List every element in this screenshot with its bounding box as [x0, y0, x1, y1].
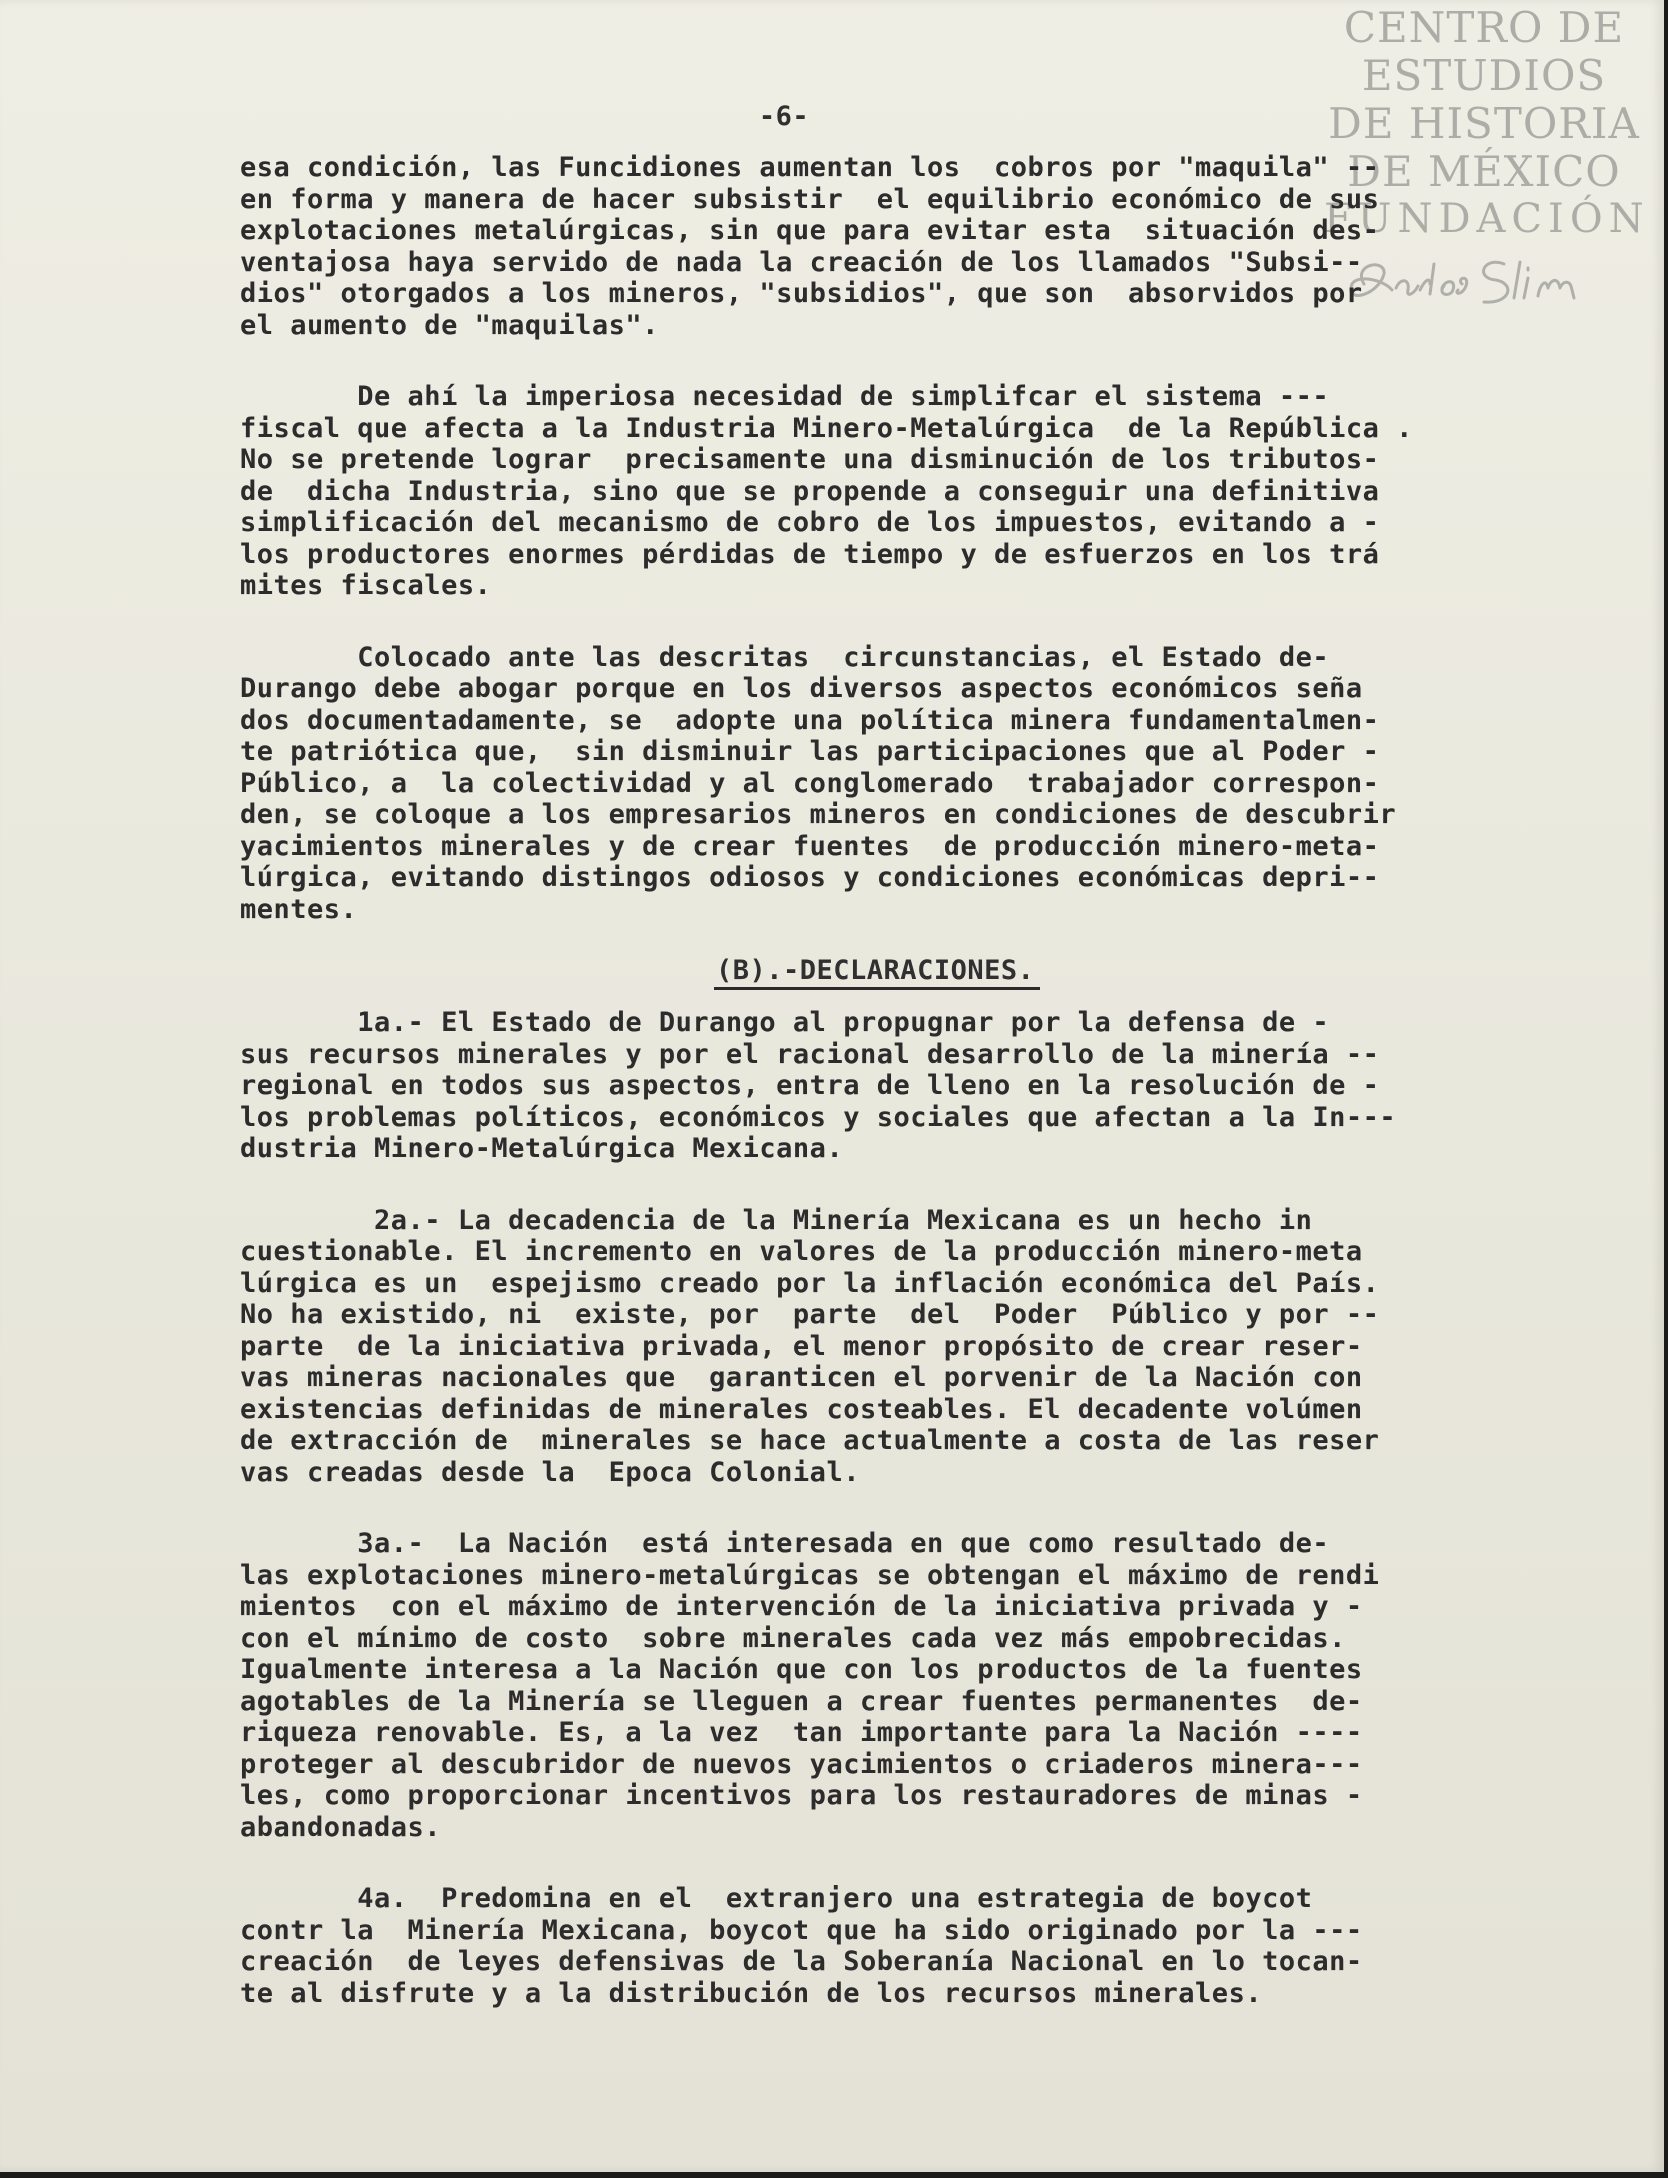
text-line: los productores enormes pérdidas de tiempo y de esfuerzos en los trá — [240, 538, 1380, 570]
paragraph-gap — [240, 341, 1600, 381]
text-line: mentes. — [240, 893, 358, 925]
text-line: proteger al descubridor de nuevos yacimientos o criaderos minera--- — [240, 1748, 1363, 1780]
text-line: con el mínimo de costo sobre minerales cada vez más empobrecidas. — [240, 1622, 1346, 1654]
text-line: regional en todos sus aspectos, entra de lleno en la resolución de - — [240, 1070, 1380, 1101]
text-line: les, como proporcionar incentivos para los restauradores de minas - — [240, 1780, 1363, 1811]
text-line: de dicha Industria, sino que se propende a conseguir una definitiva — [240, 475, 1380, 507]
text-line: Durango debe abogar porque en los diversos aspectos económicos seña — [240, 673, 1363, 704]
text-line: explotaciones metalúrgicas, sin que para evitar esta situación des- — [240, 215, 1380, 246]
declaration-1 — [240, 1007, 1600, 1165]
text-line: yacimientos minerales y de crear fuentes de producción minero-meta- — [240, 830, 1380, 862]
text-line: dos documentadamente, se adopte una política minera fundamentalmen- — [240, 704, 1380, 736]
text-line: abandonadas. — [240, 1811, 442, 1843]
declaration-2 — [240, 1205, 1600, 1489]
text-line: No ha existido, ni existe, por parte del Poder Público y por -- — [240, 1299, 1380, 1330]
text-line: simplificación del mecanismo de cobro de los impuestos, evitando a - — [240, 507, 1380, 538]
text-line: ventajosa haya servido de nada la creación de los llamados "Subsi-- — [240, 246, 1363, 278]
section-heading: (B).-DECLARACIONES. — [714, 955, 1040, 990]
watermark-line-3: DE HISTORIA — [1328, 99, 1640, 148]
text-line: mites fiscales. — [240, 570, 492, 601]
text-line: esa condición, las Funcidiones aumentan los cobros por "maquila" -- — [240, 152, 1380, 183]
declaration-4 — [240, 1883, 1600, 2009]
text-line: las explotaciones minero-metalúrgicas se obtengan el máximo de rendi — [240, 1559, 1380, 1591]
watermark-line-4: DE MÉXICO — [1347, 147, 1621, 196]
watermark-line-1: CENTRO DE — [1343, 3, 1625, 52]
text-line: creación de leyes defensivas de la Soberanía Nacional en lo tocan- — [240, 1946, 1363, 1977]
text-line: den, se coloque a los empresarios mineros en condiciones de descubrir — [240, 799, 1397, 830]
paragraph-gap — [240, 602, 1600, 642]
paragraph-1 — [240, 152, 1600, 341]
text-line: Igualmente interesa a la Nación que con los productos de la fuentes — [240, 1654, 1363, 1685]
text-line: de extracción de minerales se hace actualmente a costa de las reser — [240, 1425, 1380, 1456]
paragraph-gap — [240, 1165, 1600, 1205]
text-line: en forma y manera de hacer subsistir el equilibrio económico de sus — [240, 183, 1380, 215]
text-line: 4a. Predomina en el extranjero una estrategia de boycot — [240, 1883, 1313, 1914]
declaration-3 — [240, 1528, 1600, 1843]
page-number: -6- — [758, 101, 810, 132]
text-line: parte de la iniciativa privada, el menor propósito de crear reser- — [240, 1330, 1363, 1362]
text-line: agotables de la Minería se lleguen a crear fuentes permanentes de- — [240, 1685, 1363, 1717]
text-line: 3a.- La Nación está interesada en que como resultado de- — [240, 1528, 1330, 1559]
text-line: dios" otorgados a los mineros, "subsidios", que son absorvidos por — [240, 278, 1363, 309]
text-line: vas creadas desde la Epoca Colonial. — [240, 1456, 860, 1488]
section-heading-wrap — [240, 925, 1600, 1007]
text-line: te al disfrute y a la distribución de los recursos minerales. — [240, 1977, 1263, 2009]
text-line: vas mineras nacionales que garanticen el porvenir de la Nación con — [240, 1362, 1363, 1393]
text-line: cuestionable. El incremento en valores de la producción minero-meta — [240, 1236, 1363, 1267]
text-line: No se pretende lograr precisamente una disminución de los tributos- — [240, 444, 1380, 475]
text-line: De ahí la imperiosa necesidad de simplifcar el sistema --- — [240, 381, 1330, 412]
text-line: dustria Minero-Metalúrgica Mexicana. — [240, 1133, 844, 1164]
text-line: mientos con el máximo de intervención de la iniciativa privada y - — [240, 1591, 1363, 1622]
paragraph-2 — [240, 381, 1600, 602]
watermark-fundacion: FUNDACIÓN — [1324, 196, 1650, 242]
text-line: contr la Minería Mexicana, boycot que ha sido originado por la --- — [240, 1914, 1363, 1946]
text-line: el aumento de "maquilas". — [240, 309, 659, 341]
text-line: los problemas políticos, económicos y sociales que afectan a la In--- — [240, 1101, 1397, 1133]
text-line: sus recursos minerales y por el racional desarrollo de la minería -- — [240, 1038, 1380, 1070]
text-line: lúrgica es un espejismo creado por la inflación económica del País. — [240, 1267, 1380, 1299]
watermark-line-2: ESTUDIOS — [1361, 51, 1607, 100]
text-line: te patriótica que, sin disminuir las participaciones que al Poder - — [240, 736, 1380, 767]
typed-document — [240, 100, 1600, 2009]
text-line: 2a.- La decadencia de la Minería Mexicana es un hecho in — [240, 1204, 1313, 1236]
text-line: Colocado ante las descritas circunstancias, el Estado de- — [240, 641, 1330, 673]
text-line: Público, a la colectividad y al conglomerado trabajador correspon- — [240, 767, 1380, 799]
text-line: lúrgica, evitando distingos odiosos y condiciones económicas depri-- — [240, 862, 1380, 893]
paragraph-3 — [240, 642, 1600, 926]
text-line: riqueza renovable. Es, a la vez tan importante para la Nación ---- — [240, 1717, 1363, 1748]
text-line: existencias definidas de minerales costeables. El decadente volúmen — [240, 1393, 1363, 1425]
paragraph-gap — [240, 1843, 1600, 1883]
text-line: fiscal que afecta a la Industria Minero-Metalúrgica de la República . — [240, 412, 1413, 444]
text-line: 1a.- El Estado de Durango al propugnar por la defensa de - — [240, 1007, 1330, 1038]
paragraph-gap — [240, 1488, 1600, 1528]
